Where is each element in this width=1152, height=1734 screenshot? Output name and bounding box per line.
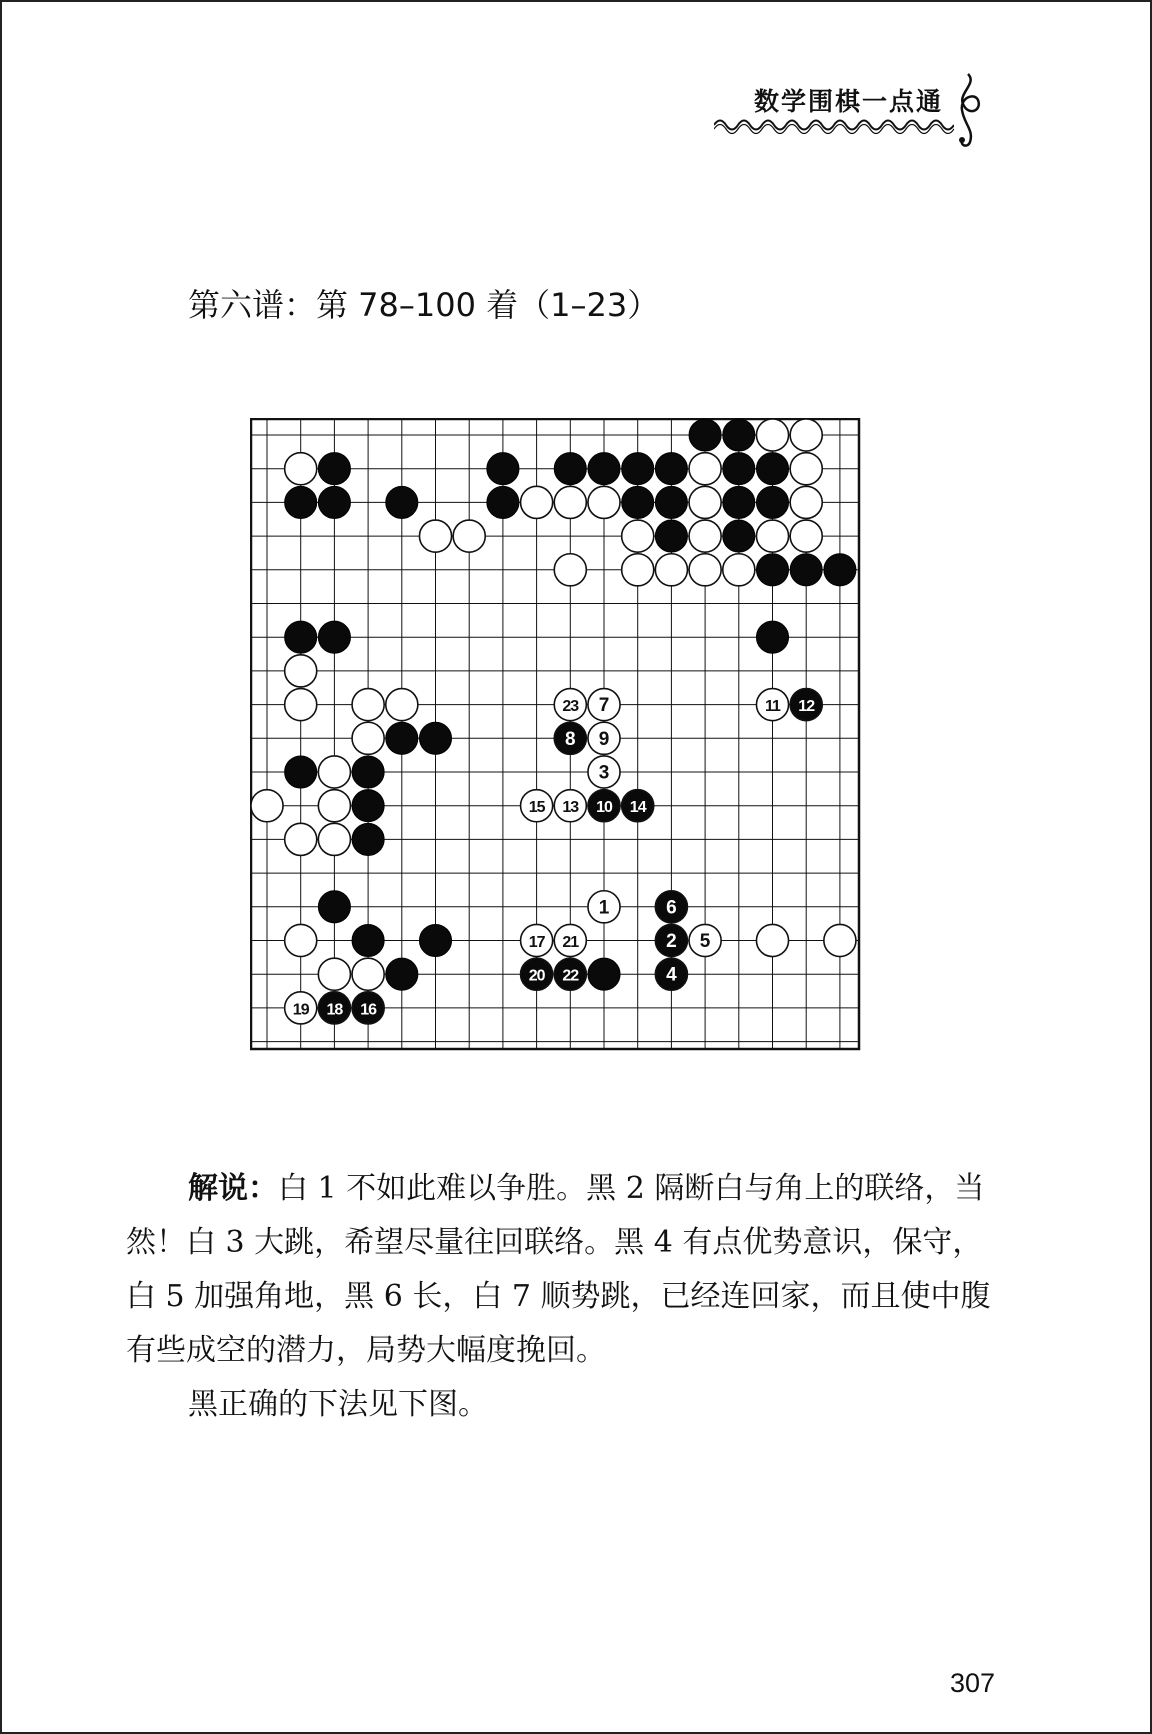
white-stone [756,419,788,451]
commentary-note: 黑正确的下法见下图。 [188,1387,488,1422]
black-stone [756,554,788,586]
move-number: 21 [562,934,579,951]
treble-clef-ornament [948,70,988,150]
white-stone [285,453,317,485]
white-stone [285,823,317,855]
numbered-move-18 [318,992,350,1024]
move-number: 12 [798,698,815,716]
header-wave-ornament [714,114,954,136]
white-stone [318,823,350,855]
black-stone [756,621,788,653]
commentary-body: 白 1 不如此难以争胜。黑 2 隔断白与角上的联络，当然！白 3 大跳，希望尽量往回联络。黑 4 有点优势意识，保守，白 5 加强角地，黑 6 长，白 7 顺势跳，已经连回家，而且使中腹有些成空的潜力，局势大幅度挽回。 [126,1171,991,1368]
numbered-move-12 [790,689,822,721]
move-number: 23 [562,698,579,716]
black-stone [285,621,317,653]
black-stone [790,554,822,586]
white-stone [723,554,755,586]
white-stone [756,924,788,956]
numbered-move-15 [521,790,553,822]
black-stone [655,520,687,552]
black-stone [756,453,788,485]
black-stone [352,756,384,788]
commentary-text [126,1162,1006,1432]
white-stone [554,554,586,586]
white-stone [554,486,586,518]
move-number: 4 [666,964,677,986]
move-number: 16 [360,1001,376,1019]
move-number: 9 [598,728,610,750]
white-stone [689,520,721,552]
move-number: 18 [326,1001,343,1019]
black-stone [318,891,350,923]
black-stone [352,790,384,822]
white-stone [521,486,553,518]
white-stone [689,486,721,518]
black-stone [487,486,519,518]
black-stone [386,486,418,518]
move-number: 19 [292,1001,309,1019]
black-stone [588,958,620,990]
white-stone [386,689,418,721]
white-stone [790,419,822,451]
move-number: 11 [765,698,780,716]
numbered-move-9 [588,722,620,754]
white-stone [655,554,687,586]
numbered-move-10 [588,790,620,822]
black-stone [318,621,350,653]
numbered-move-2 [655,924,687,956]
move-number: 2 [666,931,677,952]
white-stone [285,924,317,956]
numbered-move-16 [352,992,384,1024]
numbered-move-4 [655,958,687,990]
move-number: 20 [528,967,545,985]
commentary-label: 解说： [188,1171,278,1206]
black-stone [824,554,856,586]
numbered-move-5 [689,924,721,956]
white-stone [285,689,317,721]
black-stone [588,453,620,485]
numbered-move-17 [521,924,553,956]
white-stone [352,722,384,754]
move-number: 15 [528,799,545,817]
white-stone [285,655,317,687]
white-stone [318,958,350,990]
black-stone [756,486,788,518]
black-stone [622,486,654,518]
numbered-move-22 [554,958,586,990]
black-stone [689,419,721,451]
white-stone [588,486,620,518]
numbered-move-19 [285,992,317,1024]
black-stone [723,453,755,485]
numbered-move-8 [554,722,586,754]
black-stone [318,486,350,518]
numbered-move-21 [554,924,586,956]
white-stone [790,486,822,518]
white-stone [251,790,283,822]
white-stone [352,958,384,990]
go-board-diagram [250,418,862,1058]
numbered-move-7 [588,689,620,721]
move-number: 1 [598,897,610,919]
numbered-move-3 [588,756,620,788]
move-number: 3 [598,762,610,784]
white-stone [419,520,451,552]
black-stone [419,722,451,754]
white-stone [689,554,721,586]
black-stone [723,419,755,451]
move-number: 5 [699,931,711,952]
white-stone [318,756,350,788]
black-stone [622,453,654,485]
page-number: 307 [950,1668,996,1698]
white-stone [622,554,654,586]
commentary-paragraph [126,1162,1006,1378]
white-stone [453,520,485,552]
black-stone [386,958,418,990]
move-number: 8 [565,728,576,750]
white-stone [790,520,822,552]
move-number: 7 [598,695,610,717]
black-stone [352,823,384,855]
black-stone [487,453,519,485]
numbered-move-6 [655,891,687,923]
move-number: 17 [528,934,545,951]
white-stone [824,924,856,956]
black-stone [352,924,384,956]
black-stone [723,486,755,518]
diagram-heading: 第六谱：第 78–100 着（1–23） [188,286,660,324]
move-number: 6 [666,897,677,919]
black-stone [285,756,317,788]
black-stone [554,453,586,485]
move-number: 14 [629,799,646,817]
numbered-move-23 [554,689,586,721]
white-stone [790,453,822,485]
move-number: 22 [562,967,579,985]
numbered-move-14 [622,790,654,822]
move-number: 13 [562,799,579,817]
white-stone [352,689,384,721]
white-stone [689,453,721,485]
white-stone [318,790,350,822]
black-stone [386,722,418,754]
black-stone [723,520,755,552]
numbered-move-20 [521,958,553,990]
black-stone [655,486,687,518]
numbered-move-1 [588,891,620,923]
white-stone [756,520,788,552]
black-stone [285,486,317,518]
black-stone [318,453,350,485]
move-number: 10 [596,799,612,817]
black-stone [419,924,451,956]
numbered-move-11 [756,689,788,721]
white-stone [622,520,654,552]
numbered-move-13 [554,790,586,822]
running-header-title: 数学围棋一点通 [754,87,944,116]
black-stone [655,453,687,485]
